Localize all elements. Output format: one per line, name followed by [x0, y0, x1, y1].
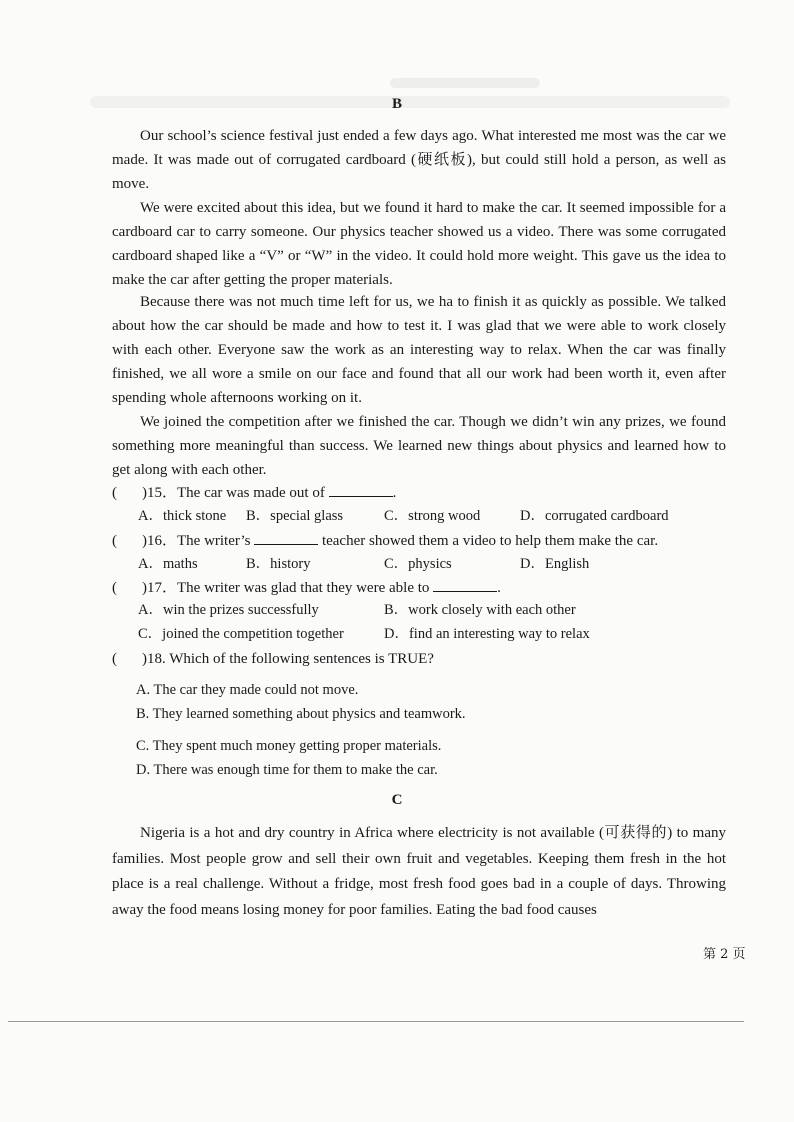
page-number: 第 2 页	[703, 947, 746, 962]
option-b: B. They learned something about physics and teamwork.	[136, 706, 466, 722]
answer-paren[interactable]: (	[112, 485, 117, 501]
option-a: A. The car they made could not move.	[136, 682, 359, 698]
answer-blank[interactable]	[329, 482, 393, 497]
question-stem: )17．The writer was glad that they were able to	[142, 580, 434, 596]
section-c-title: C	[391, 792, 403, 808]
option-a: A．thick stone	[138, 508, 227, 524]
question-stem: )15．The car was made out of	[142, 485, 329, 501]
option-d: D．find an interesting way to relax	[384, 626, 590, 642]
option-a: A．win the prizes successfully	[138, 602, 319, 618]
passage-b-paragraph-1: Our school’s science festival just ended a few days ago. What interested me most was the car we made. It was made out of corrugated cardboard (硬纸板), but could still hold a person, as well as move.	[112, 128, 726, 192]
option-d: D．English	[520, 556, 590, 572]
answer-blank[interactable]	[433, 577, 497, 592]
option-d: D. There was enough time for them to make the car.	[136, 762, 438, 778]
section-b-title: B	[391, 96, 402, 112]
page-edge-rule	[8, 1021, 744, 1022]
bleed-through-mark	[390, 78, 540, 88]
question-stem: )16．The writer’s	[142, 533, 255, 549]
question-stem-end: .	[392, 485, 397, 501]
question-stem: )18. Which of the following sentences is TRUE?	[142, 651, 434, 667]
question-15	[112, 482, 396, 503]
option-b: B．history	[246, 556, 311, 572]
passage-b-paragraph-2: We were excited about this idea, but we found it hard to make the car. It seemed impossible for a cardboard car to carry someone. Our physics teacher showed us a video. There was some corrugated cardboard shaped like a “V” or “W” in the video. It could hold more weight. This gave us the idea to make the car after getting the proper materials.	[112, 200, 726, 288]
option-c: C．physics	[384, 556, 452, 572]
option-b: B．special glass	[246, 508, 344, 524]
passage-b-paragraph-3: Because there was not much time left for us, we ha to finish it as quickly as possible. We talked about how the car should be made and how to test it. I was glad that we were able to work closely with each other. Everyone saw the work as an interesting way to relax. When the car was finally finished, we all wore a smile on our face and found that all our work had been worth it, even after spending whole afternoons working on it.	[112, 294, 726, 406]
answer-paren[interactable]: (	[112, 533, 117, 549]
passage-b-paragraph-4: We joined the competition after we finished the car. Though we didn’t win any prizes, we found something more meaningful than success. We learned new things about physics and learned how to get along with each other.	[112, 414, 726, 478]
option-a: A．maths	[138, 556, 198, 572]
question-stem-end: .	[497, 580, 501, 596]
question-16	[112, 530, 658, 551]
option-b: B．work closely with each other	[384, 602, 576, 618]
answer-paren[interactable]: (	[112, 651, 117, 667]
option-d: D．corrugated cardboard	[520, 508, 669, 524]
option-c: C. They spent much money getting proper materials.	[136, 738, 442, 754]
answer-blank[interactable]	[254, 530, 318, 545]
question-17	[112, 577, 501, 598]
option-c: C．joined the competition together	[138, 626, 344, 642]
question-stem-end: teacher showed them a video to help them make the car.	[318, 533, 659, 549]
answer-paren[interactable]: (	[112, 580, 117, 596]
passage-c-paragraph: Nigeria is a hot and dry country in Africa where electricity is not available (可获得的) to many families. Most people grow and sell their own fruit and vegetables. Keeping them fresh in the hot place is a real challenge. Without a fridge, most fresh food goes bad in a couple of days. Throwing away the food means losing money for poor families. Eating the bad food causes	[112, 825, 726, 918]
question-18	[112, 649, 434, 669]
option-c: C．strong wood	[384, 508, 481, 524]
